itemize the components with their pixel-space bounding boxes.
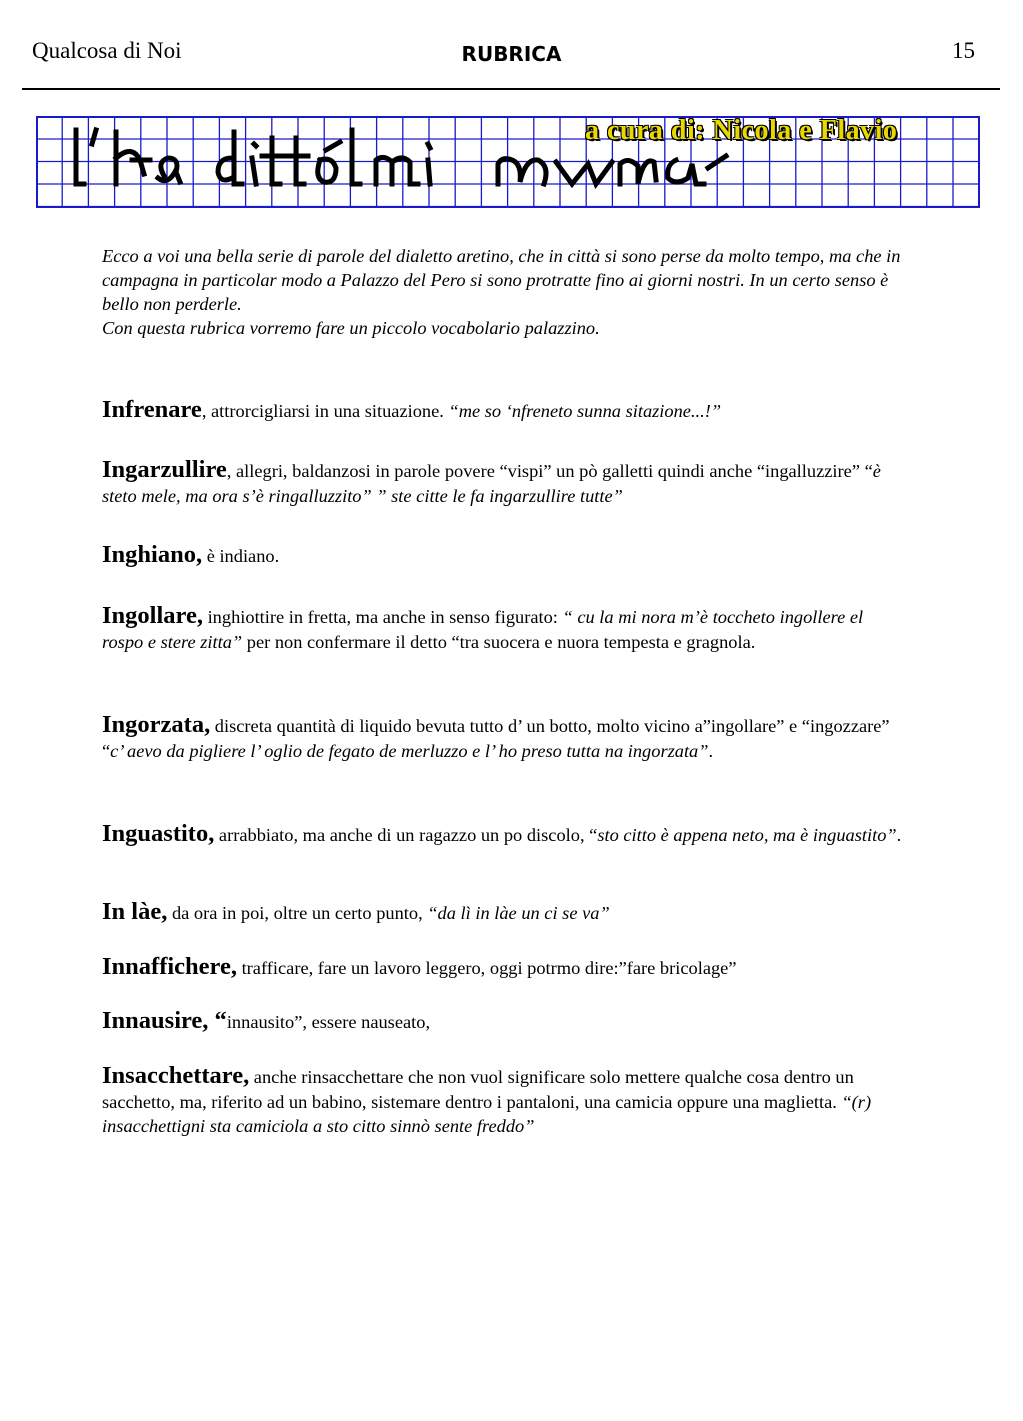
entry-definition: innausito”, essere nauseato, [226,1012,431,1032]
entry-definition: arrabbiato, ma anche di un ragazzo un po discolo, “ [214,825,598,845]
intro-paragraph [102,244,902,340]
entry-term: Insacchettare, [102,1062,250,1089]
entry-example: sto citto è appena neto, ma è inguastito” [597,825,897,845]
entry-in-lae [102,900,902,926]
publication-title: Qualcosa di Noi [32,38,182,63]
intro-text: Ecco a voi una bella serie di parole del dialetto aretino, che in città si sono perse da molto tempo, ma che in campagna in particolar modo a Palazzo del Pero si sono protratte fino ai giorni nostri. In un certo senso è bello non perderle. [102,246,901,314]
entry-term: Innausire, “ [102,1007,227,1034]
entry-definition: da ora in poi, oltre un certo punto, [167,903,428,923]
entry-definition: , allegri, baldanzosi in parole povere “vispi” un pò galletti quindi anche “ingalluzzire” “ [226,461,873,481]
entry-term: Ingorzata, [102,711,211,738]
entry-example: “(r) insacchettigni sta camiciola a sto citto sinnò sente freddo” [102,1091,872,1136]
entry-example: “me so ‘nfreneto sunna sitazione...!” [448,401,722,421]
banner-credit: a cura di: Nicola e Flavio [585,115,898,146]
entry-ingollare [102,604,902,654]
entry-example: c’ aevo da pigliere l’ oglio de fegato de merluzzo e l’ ho preso tutta na ingorzata” [110,740,709,761]
entry-term: Inguastito, [102,820,215,847]
intro-text-2: Con questa rubrica vorremo fare un piccolo vocabolario palazzino. [102,318,600,338]
page-number: 15 [952,38,975,63]
section-title: RUBRICA [461,42,562,66]
entry-insacchettare [102,1064,902,1139]
entry-inghiano [102,543,902,569]
entry-term: In làe, [102,898,168,925]
entry-example: è steto mele, ma ora s’è ringalluzzito” ” ste citte le fa ingarzullire tutte” [102,461,881,506]
entry-innausire [102,1009,902,1035]
entry-term: Innaffichere, [102,953,237,980]
entry-inguastito [102,822,902,848]
entry-infrenare [102,398,902,424]
entry-example: “ cu la mi nora m’è toccheto ingollere el rospo e stere zitta” [102,607,864,652]
entry-term: Ingarzullire [102,456,227,483]
entry-term: Ingollare, [102,602,203,629]
entry-definition: anche rinsacchettare che non vuol significare solo mettere qualche cosa dentro un sacchetto, ma, riferito ad un babino, sistemare dentro i pantaloni, una camicia oppure una maglietta. [102,1067,854,1112]
entry-definition: inghiottire in fretta, ma anche in senso figurato: [202,607,563,627]
entry-ingorzata [102,713,902,763]
entry-ingarzullire [102,458,902,508]
entry-innaffichere [102,955,902,981]
entry-term: Inghiano, [102,541,203,568]
entry-definition: è indiano. [202,546,280,566]
entry-definition: discreta quantità di liquido bevuta tutto d’ un botto, molto vicino a”ingollare” e “ingozzare” “ [102,716,890,761]
entry-tail: per non confermare il detto “tra suocera e nuora tempesta e gragnola. [242,631,756,652]
entry-term: Infrenare [102,396,202,423]
entry-definition: , attrorcigliarsi in una situazione. [201,401,449,421]
entry-definition: trafficare, fare un lavoro leggero, oggi potrmo dire:”fare bricolage” [236,958,737,978]
entry-example: “da lì in làe un ci se va” [427,903,610,923]
entry-tail: . [896,825,902,845]
entry-tail: . [708,740,714,761]
header-divider [22,88,1000,90]
